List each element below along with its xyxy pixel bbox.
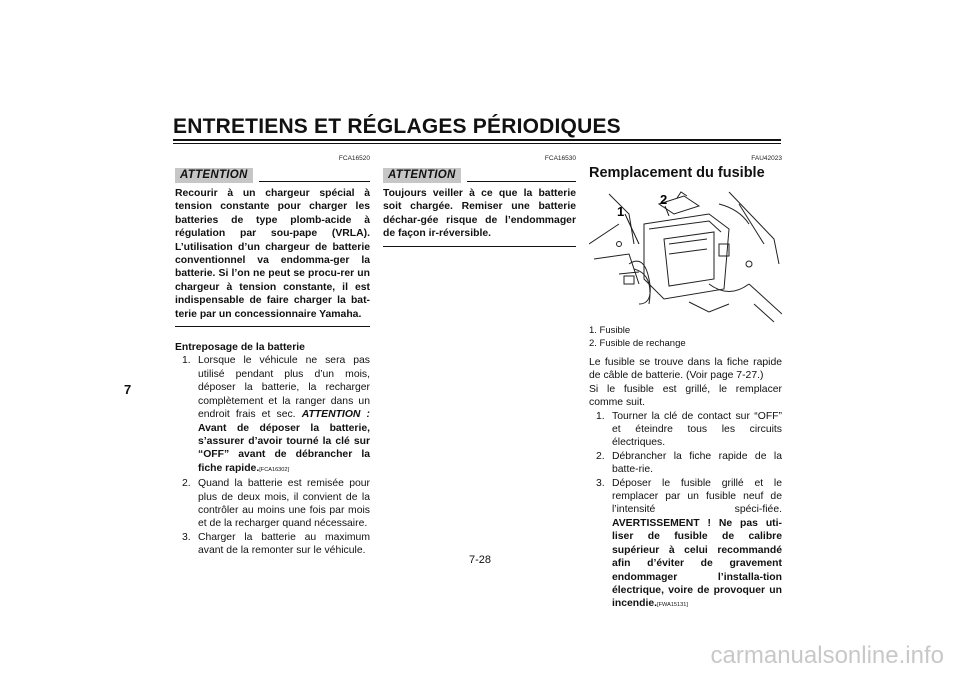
step-number: 3. [182, 531, 191, 543]
reference-code: FCA16530 [544, 155, 576, 162]
reference-code: [FWA15131] [657, 602, 688, 609]
caption: 2. Fusible de rechange [589, 338, 686, 349]
attention-rule [259, 181, 370, 182]
header-rule [173, 139, 781, 141]
page-title: ENTRETIENS ET RÉGLAGES PÉRIODIQUES [173, 115, 621, 138]
step-number: 3. [596, 477, 605, 489]
attention-rule [467, 181, 576, 182]
step-number: 1. [182, 355, 191, 367]
list-item [175, 531, 370, 558]
attention-end-rule [175, 326, 370, 327]
step-body: Lorsque le véhicule ne sera pas utilisé pendant plus d’un mois, déposer la batterie, la recharger complètement et la ranger dans un endroit frais et sec. [198, 355, 370, 421]
callout-2: 2 [660, 192, 668, 207]
chapter-number: 7 [124, 382, 132, 397]
inline-attention-label: ATTENTION : [301, 409, 371, 421]
step-text: Quand la batterie est remisée pour plus de deux mois, il convient de la contrôler au moins une fois par mois et de la recharger quand nécessaire. [198, 478, 370, 530]
watermark: carmanualsonline.info [710, 642, 944, 669]
reference-code: FCA16520 [338, 155, 370, 162]
attention-text: Recourir à un chargeur spécial à tension constante pour charger les batteries de type plomb-acide à régulation par sou-pape (VRLA). L’utilisation d’un chargeur de batterie conventionnel va endomma-ger la batterie. Si l’on ne peut se procu-rer un chargeur à tension constante, il est indispensable de faire charger la bat-terie par un concessionnaire Yamaha. [175, 188, 370, 320]
step-text: Charger la batterie au maximum avant de la remonter sur le véhicule. [198, 531, 370, 557]
step-text [612, 477, 782, 613]
attention-header [175, 165, 370, 183]
step-text: Débrancher la fiche rapide de la batte-rie. [612, 450, 782, 476]
callout-1: 1 [617, 204, 625, 219]
reference-code: [FCA16302] [259, 466, 290, 473]
step-number: 2. [182, 478, 191, 490]
list-item [175, 477, 370, 531]
fuse-illustration [589, 184, 782, 324]
paragraph: Le fusible se trouve dans la fiche rapide de câble de batterie. (Voir page 7-27.) [589, 357, 782, 382]
page-number: 7-28 [469, 554, 492, 566]
inline-warning: Avant de déposer la batterie, s’assurer d’avoir tourné la clé sur “OFF” avant de débrancher la fiche rapide. [198, 422, 370, 474]
column-right [589, 155, 782, 613]
fuse-drawing [589, 184, 782, 324]
list-item [589, 477, 782, 613]
list-item [175, 354, 370, 477]
column-left [175, 155, 370, 558]
attention-badge: ATTENTION [175, 168, 253, 183]
step-text [198, 354, 370, 477]
section-heading: Remplacement du fusible [589, 165, 765, 181]
list-item [589, 450, 782, 477]
attention-end-rule [383, 246, 576, 247]
inline-warning: AVERTISSEMENT ! Ne pas uti-liser de fusible de calibre supérieur à celui recommandé afin d’éviter de gravement endommager l’installa-tion électrique, voire de provoquer un incendie. [612, 517, 782, 610]
attention-text: Toujours veiller à ce que la batterie soit chargée. Remiser une batterie déchar-gée risque de l’endommager de façon ir-réversible. [383, 188, 576, 240]
paragraph: Si le fusible est grillé, le remplacer comme suit. [589, 383, 782, 409]
reference-code: FAU42023 [751, 155, 782, 162]
step-number: 2. [596, 450, 605, 462]
step-body: Déposer le fusible grillé et le remplacer par un fusible neuf de l’intensité spéci-fiée. [612, 477, 782, 516]
section-heading: Entreposage de la batterie [175, 342, 305, 354]
column-middle [383, 155, 576, 247]
caption: 1. Fusible [589, 325, 631, 336]
list-item [589, 410, 782, 450]
header-rule-thin [173, 143, 781, 144]
step-text: Tourner la clé de contact sur “OFF” et éteindre tous les circuits électriques. [612, 410, 782, 449]
attention-badge: ATTENTION [383, 168, 461, 183]
step-number: 1. [596, 410, 605, 422]
attention-header [383, 165, 576, 183]
